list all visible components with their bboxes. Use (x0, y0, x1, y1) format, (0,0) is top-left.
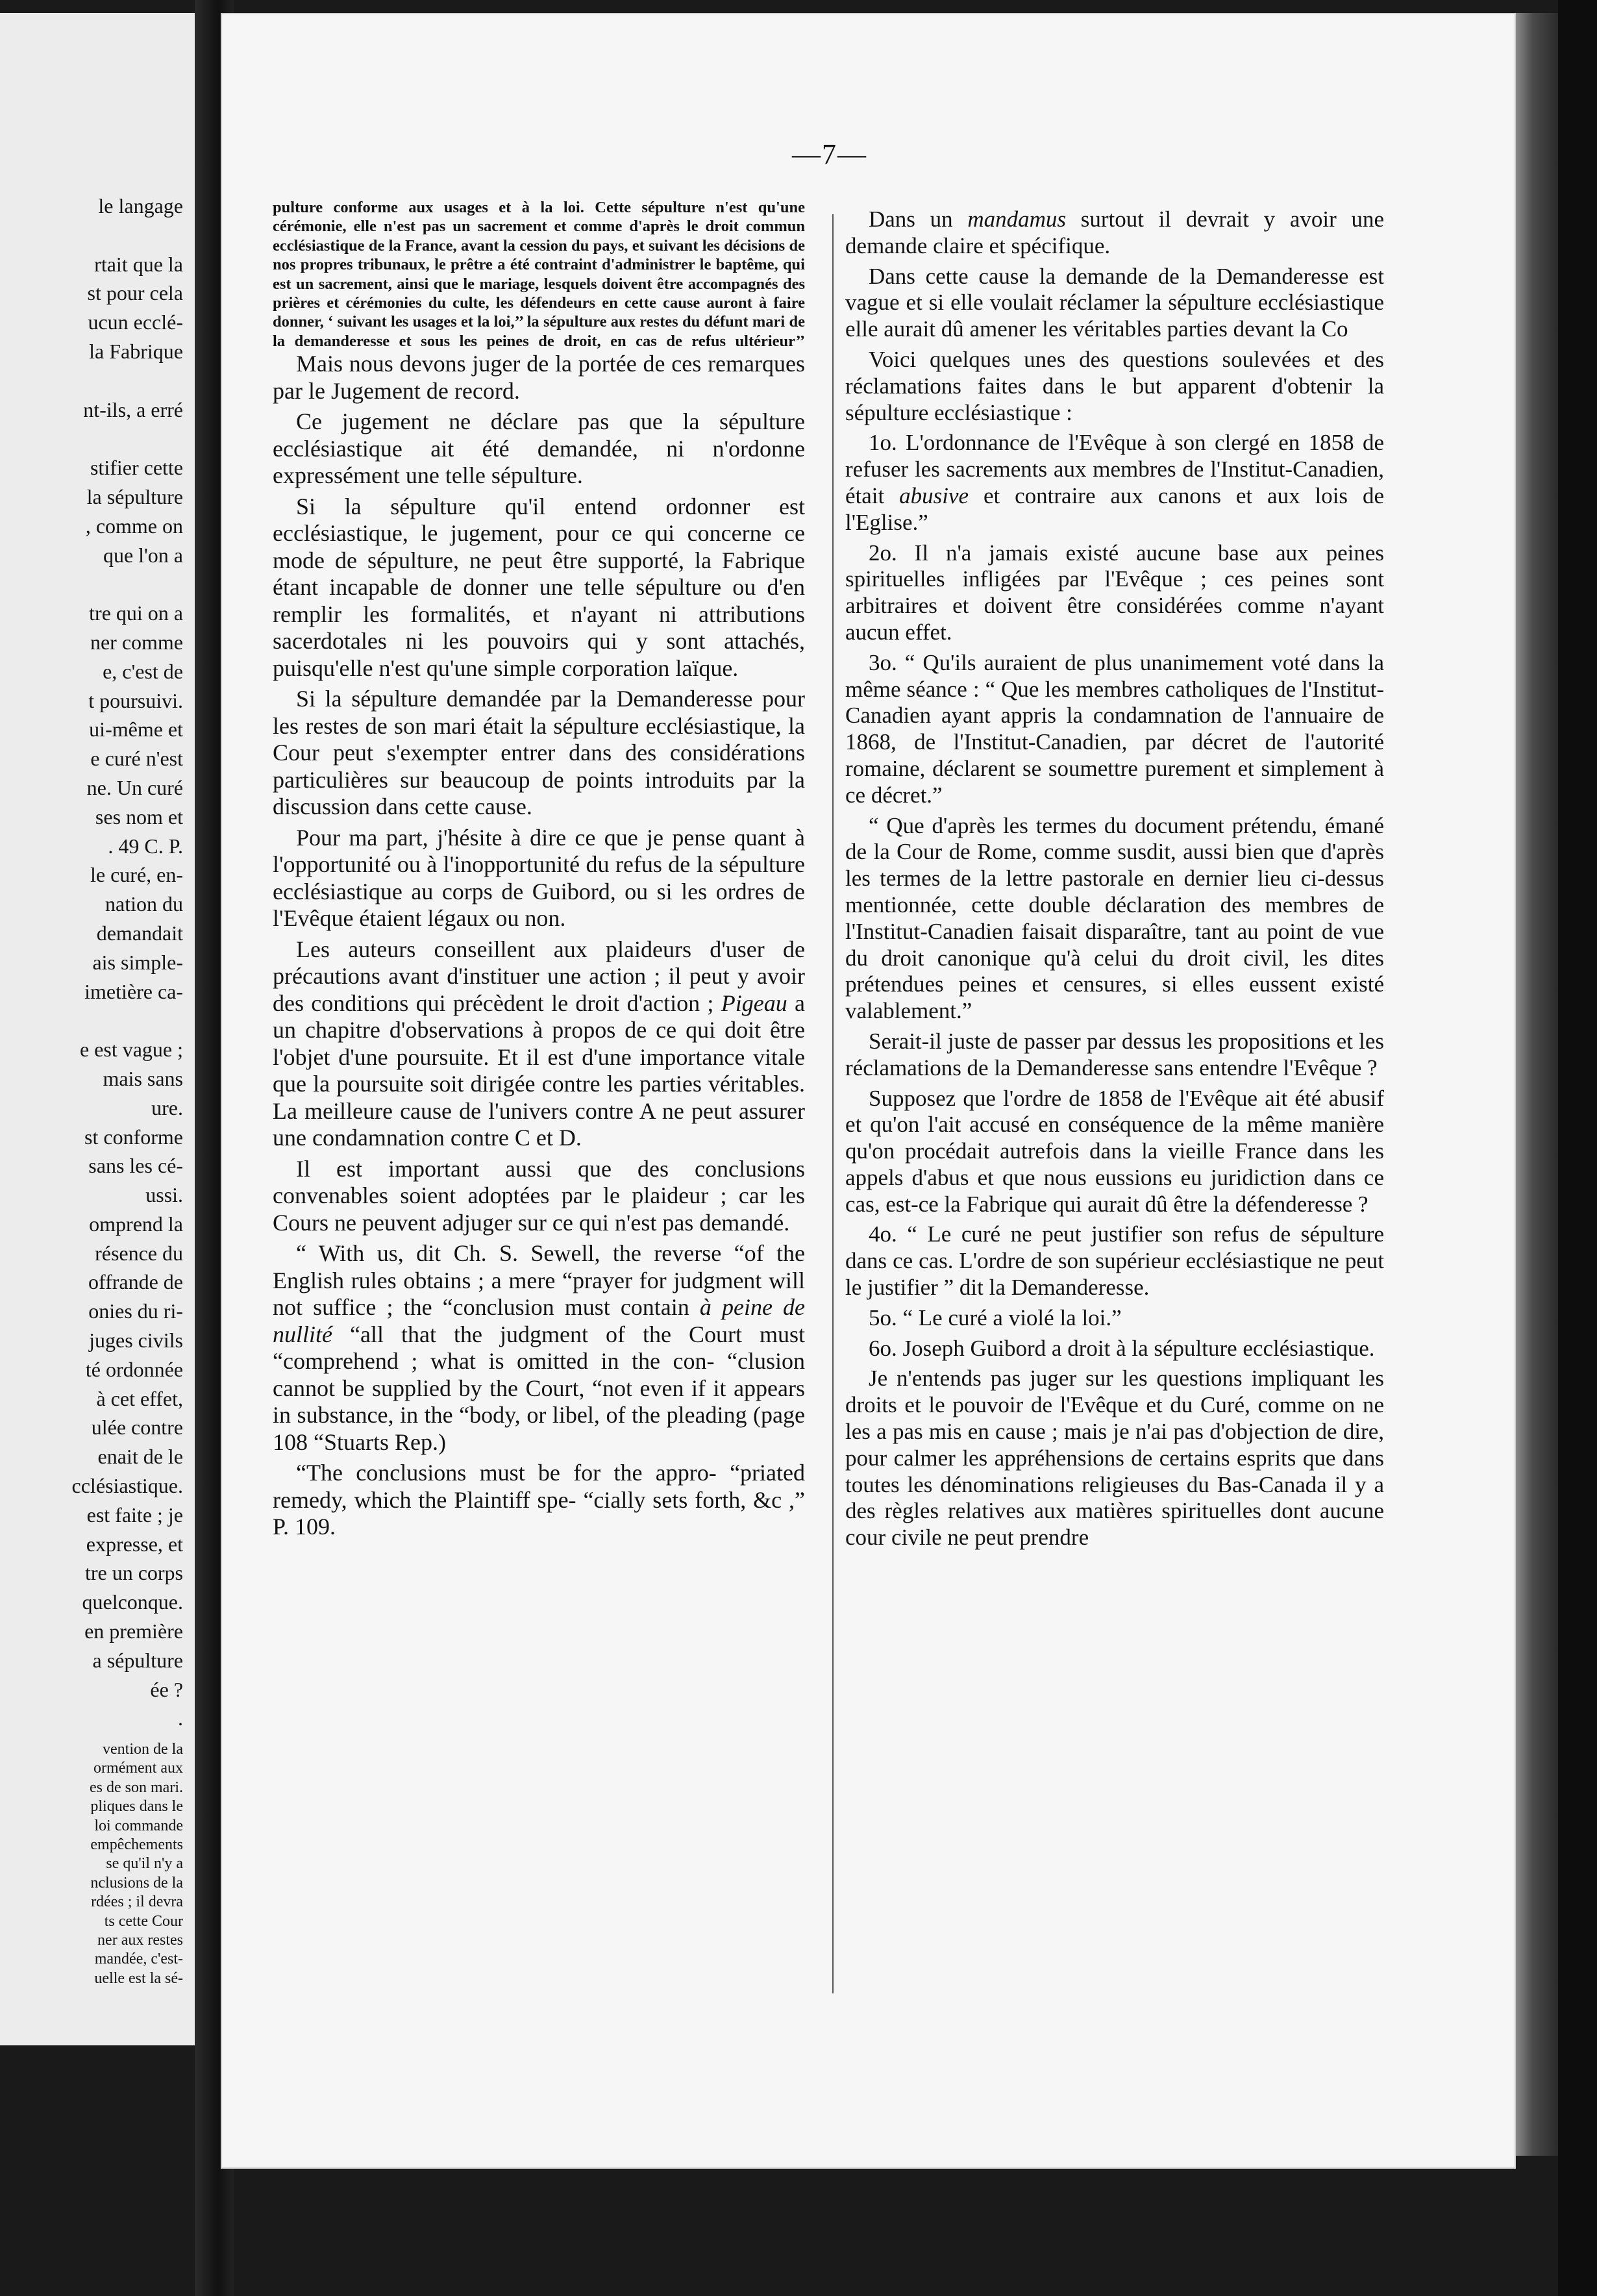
facing-page-line: . (178, 1706, 183, 1730)
facing-page-line: demandait (96, 921, 183, 945)
facing-page-line: st pour cela (87, 281, 183, 305)
facing-page-line: uelle est la sé- (94, 1969, 183, 1987)
facing-page-line: imetière ca- (84, 979, 183, 1003)
numbered-claim: 5o. “ Le curé a violé la loi.” (869, 1304, 1122, 1330)
column-divider (832, 214, 834, 1993)
facing-page-line: ner comme (90, 630, 183, 654)
paragraph: Voici quelques unes des questions soulevées et des réclamations faites dans le but apparent d'obtenir la sépulture ecclésiastique : (845, 346, 1384, 425)
facing-page-line (0, 569, 188, 599)
facing-page-line: ée ? (150, 1677, 183, 1701)
numbered-claim: 6o. Joseph Guibord a droit à la sépulture ecclésiastique. (869, 1335, 1375, 1361)
facing-page-line: juges civils (89, 1329, 183, 1353)
italic-term: mandamus (967, 206, 1067, 232)
facing-page-line: ulée contre (91, 1416, 183, 1440)
facing-page-line: . 49 C. P. (108, 834, 183, 858)
paragraph: Serait-il juste de passer par dessus les propositions et les réclamations de la Demanderesse sans entendre l'Evêque ? (845, 1028, 1384, 1080)
facing-page-line: expresse, et (86, 1532, 183, 1556)
facing-page-line: offrande de (88, 1270, 183, 1294)
quoted-judgment-note: pulture conforme aux usages et à la loi. Cette sépulture n'est qu'une cérémonie, elle n'est pas un sacrement et comme d'après le droit commun ecclésiastique de la France, avant la cession du pays, et suivant les décisions de nos propres tribunaux, le prêtre a été contraint d'administrer le baptême, qui est un sacrement, ainsi que le mariage, lesquels doivent être accompagnés des prières et cérémonies du culte, les défendeurs en cette cause auront à faire donner, ‘ suivant les usages et la loi,’’ la sépulture aux restes du défunt mari de la demanderesse et sous les peines de droit, en cas de refus ultérieur’’ (273, 199, 805, 350)
paragraph: Je n'entends pas juger sur les questions impliquant les droits et le pouvoir de l'Evêque et du Curé, comme on ne les a pas mis en cause ; mais je n'ai pas d'objection de dire, pour calmer les appréhensions de certains esprits que dans toutes les dénominations religieuses du Bas-Canada il y a des règles relatives aux matières spirituelles dont aucune cour civile ne peut prendre (845, 1366, 1384, 1551)
facing-page-line: quelconque. (82, 1590, 183, 1614)
facing-page-line: sans les cé- (88, 1154, 183, 1178)
facing-page-line: la Fabrique (89, 339, 183, 363)
facing-page-line: ucun ecclé- (88, 310, 183, 334)
facing-page-line: le curé, en- (90, 863, 183, 887)
facing-page-line: résence du (95, 1241, 183, 1265)
scan-border (1558, 0, 1597, 2296)
facing-page-line: ses nom et (95, 805, 183, 829)
paragraph: Les auteurs conseillent aux plaideurs d'user de précautions avant d'instituer une action ; il peut y avoir des conditions qui précèdent le droit d'action ; Pigeau a un chapitre d'observations à propos de ce qui doit être l'objet d'une poursuite. Et il est d'une importance vitale que la poursuite soit dirigée contre les parties véritables. La meilleure cause de l'univers contre A ne peut assurer une condamnation contre C et D. (273, 936, 805, 1151)
numbered-claim: 4o. “ Le curé ne peut justifier son refus de sépulture dans ce cas. L'ordre de son supérieur ecclésiastique ne peut le justifier ” dit la Demanderesse. (845, 1221, 1384, 1301)
facing-page-line: st conforme (84, 1125, 183, 1149)
paragraph: Si la sépulture demandée par la Demanderesse pour les restes de son mari était la sépulture ecclésiastique, la Cour peut s'exempter entrer dans des considérations particulières sur beaucoup de points introduits par la discussion dans cette cause. (273, 686, 805, 820)
right-column (845, 206, 1384, 1555)
facing-page-line: tre un corps (84, 1561, 183, 1585)
facing-page-line: ussi. (145, 1183, 183, 1207)
facing-page-line: a sépulture (92, 1648, 183, 1672)
paragraph: Dans un mandamus surtout il devrait y avoir une demande claire et spécifique. (845, 206, 1384, 258)
facing-page-fragment (0, 13, 195, 2045)
facing-page-line (0, 221, 188, 250)
facing-page-line: mais sans (103, 1066, 183, 1090)
paragraph: Ce jugement ne déclare pas que la sépulture ecclésiastique ait été demandée, ni n'ordonne expressément une telle sépulture. (273, 408, 805, 489)
facing-page-line: nt-ils, a erré (83, 397, 183, 421)
italic-phrase: à peine de nullité (273, 1294, 806, 1347)
facing-page-line: mandée, c'est- (94, 1951, 183, 1968)
page-edge-shadow (1516, 13, 1558, 2156)
facing-page-line: t poursuivi. (88, 688, 183, 712)
facing-page-line: té ordonnée (85, 1357, 183, 1381)
facing-page-text (0, 192, 188, 1733)
facing-page-line: nation du (105, 892, 183, 916)
facing-page-line: que l'on a (103, 543, 183, 567)
facing-page-line: à cet effet, (96, 1386, 183, 1410)
paragraph: Supposez que l'ordre de 1858 de l'Evêque ait été abusif et qu'on l'ait accusé en conséquence de la même manière qu'on procédait autrefois dans la vieille France dans les appels d'abus et que nous eussions eu juridiction dans ce cas, est-ce la Fabrique qui aurait dû être la défenderesse ? (845, 1085, 1384, 1217)
facing-page-line: la sépulture (86, 484, 183, 508)
facing-page-line: empêchements (90, 1836, 183, 1854)
facing-page-line: ui-même et (89, 718, 183, 742)
facing-page-line: e, c'est de (103, 659, 183, 683)
numbered-claim: 1o. L'ordonnance de l'Evêque à son clergé en 1858 de refuser les sacrements aux membres de l'Institut-Canadien, était abusive et contraire aux canons et aux lois de l'Eglise.” (845, 430, 1384, 535)
facing-page-line: le langage (98, 194, 183, 218)
facing-page-line: loi commande (94, 1817, 183, 1834)
facing-page-line: enait de le (97, 1445, 183, 1469)
facing-page-line: onies du ri- (88, 1299, 183, 1323)
paragraph: Si la sépulture qu'il entend ordonner est ecclésiastique, le jugement, pour ce qui concerne ce mode de sépulture, ne peut être supporté, la Fabrique étant incapable de donner une telle sépulture ou d'en remplir les formalités, et n'ayant ni attributions sacerdotales ni les pouvoirs qui y sont attachés, puisqu'elle n'est qu'une simple corporation laïque. (273, 493, 805, 681)
facing-page-line: ormément aux (93, 1760, 183, 1777)
facing-page-line: pliques dans le (90, 1798, 183, 1816)
facing-page-line: tre qui on a (89, 601, 183, 625)
paragraph: “ Que d'après les termes du document prétendu, émané de la Cour de Rome, comme susdit, aussi bien que d'après les termes de la lettre pastorale en dernier lieu ci-dessus mentionnée, cette double déclaration des membres de l'Institut-Canadien faisait disparaître, tant au point de vue du droit canonique qu'à celui du droit civil, les dites prétendues peines et censures, si elles eussent existé valablement.” (845, 812, 1384, 1024)
facing-page-line: ner aux restes (97, 1932, 183, 1949)
facing-page-line (0, 424, 188, 453)
italic-term: abusive (899, 482, 969, 508)
paragraph: Pour ma part, j'hésite à dire ce que je pense quant à l'opportunité ou à l'inopportunité du refus de la sépulture ecclésiastique au corps de Guibord, ou si les ordres de l'Evêque étaient légaux ou non. (273, 824, 805, 932)
italic-citation: Pigeau (721, 990, 787, 1016)
facing-page-line: se qu'il n'y a (106, 1855, 183, 1873)
facing-page-footnote (0, 1740, 188, 1988)
facing-page-line: , comme on (85, 514, 183, 538)
facing-page-line: ure. (151, 1095, 183, 1119)
facing-page-line: stifier cette (90, 456, 183, 480)
paragraph: Dans cette cause la demande de la Demanderesse est vague et si elle voulait réclamer la sépulture ecclésiastique elle aurait dû amener les véritables parties devant la Co (845, 263, 1384, 342)
facing-page-line: e curé n'est (90, 747, 183, 771)
facing-page-line: e est vague ; (79, 1038, 183, 1062)
facing-page-line: es de son mari. (90, 1778, 183, 1796)
english-quotation: “The conclusions must be for the appro- “priated remedy, which the Plaintiff spe- “cially sets forth, &c ,” P. 109. (273, 1460, 805, 1540)
facing-page-line: ais simple- (92, 950, 183, 974)
facing-page-line: ts cette Cour (104, 1912, 183, 1930)
facing-page-line (0, 1006, 188, 1035)
facing-page-line: ne. Un curé (86, 775, 183, 799)
facing-page-line: rdées ; il devra (91, 1893, 183, 1911)
facing-page-line: omprend la (89, 1212, 183, 1236)
paragraph: Il est important aussi que des conclusions convenables soient adoptées par le plaideur ; car les Cours ne peuvent adjuger sur ce qui n'est pas demandé. (273, 1155, 805, 1236)
facing-page-line: vention de la (103, 1741, 183, 1758)
left-column (273, 198, 805, 1545)
facing-page-line: rtait que la (94, 252, 183, 276)
numbered-claim: 3o. “ Qu'ils auraient de plus unanimement voté dans la même séance : “ Que les membres catholiques de l'Institut-Canadien ayant appris la condamnation de l'annuaire de 1868, de l'Institut-Canadien, par décret de l'autorité romaine, déclarent se soumettre purement et simplement à ce décret.” (845, 649, 1384, 808)
facing-page-line: est faite ; je (86, 1503, 183, 1527)
page-number: —7— (792, 138, 867, 170)
numbered-claim: 2o. Il n'a jamais existé aucune base aux peines spirituelles infligées par l'Evêque ; ces peines sont arbitraires et doivent être considérées comme n'ayant aucun effet. (845, 540, 1384, 645)
english-quotation: “ With us, dit Ch. S. Sewell, the reverse “of the English rules obtains ; a mere “prayer for judgment will not suffice ; the “conclusion must contain à peine de nullité “all that the judgment of the Court must “comprehend ; what is omitted in the con- “clusion cannot be supplied by the Court, “not even if it appears in substance, in the “body, or libel, of the pleading (page 108 “Stuarts Rep.) (273, 1240, 806, 1455)
facing-page-line: en première (84, 1619, 183, 1643)
paragraph: Mais nous devons juger de la portée de ces remarques par le Jugement de record. (273, 351, 805, 404)
facing-page-line (0, 366, 188, 395)
facing-page-line: cclésiastique. (71, 1474, 183, 1498)
facing-page-line: nclusions de la (90, 1874, 183, 1891)
